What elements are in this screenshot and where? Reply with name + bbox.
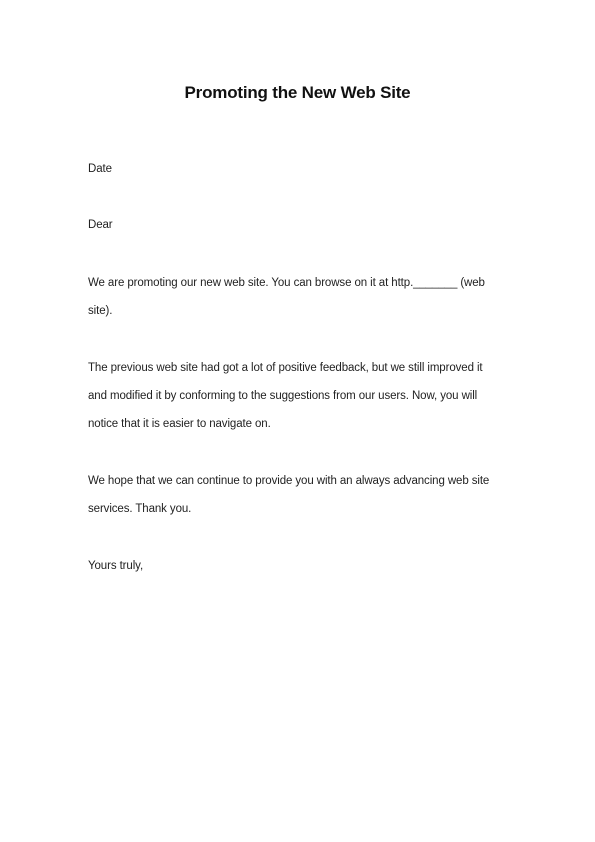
paragraph-line: services. Thank you.	[88, 503, 192, 515]
closing-text: Yours truly,	[88, 560, 144, 572]
letter-title: Promoting the New Web Site	[184, 83, 411, 102]
paragraph-promotion	[88, 269, 508, 325]
paragraph-line: We are promoting our new web site. You can browse on it at http._______ (web	[88, 277, 485, 289]
date-label	[88, 155, 508, 183]
paragraph-line: notice that it is easier to navigate on.	[88, 418, 271, 430]
salutation-text: Dear	[88, 219, 113, 231]
paragraph-feedback	[88, 354, 508, 438]
closing	[88, 552, 508, 580]
paragraph-line: We hope that we can continue to provide you with an always advancing web site	[88, 475, 490, 487]
paragraph-line: site).	[88, 305, 113, 317]
paragraph-thanks	[88, 467, 508, 523]
salutation	[88, 211, 508, 239]
date-text: Date	[88, 163, 112, 175]
paragraph-line: and modified it by conforming to the suggestions from our users. Now, you will	[88, 390, 478, 402]
paragraph-line: The previous web site had got a lot of positive feedback, but we still improved it	[88, 362, 483, 374]
